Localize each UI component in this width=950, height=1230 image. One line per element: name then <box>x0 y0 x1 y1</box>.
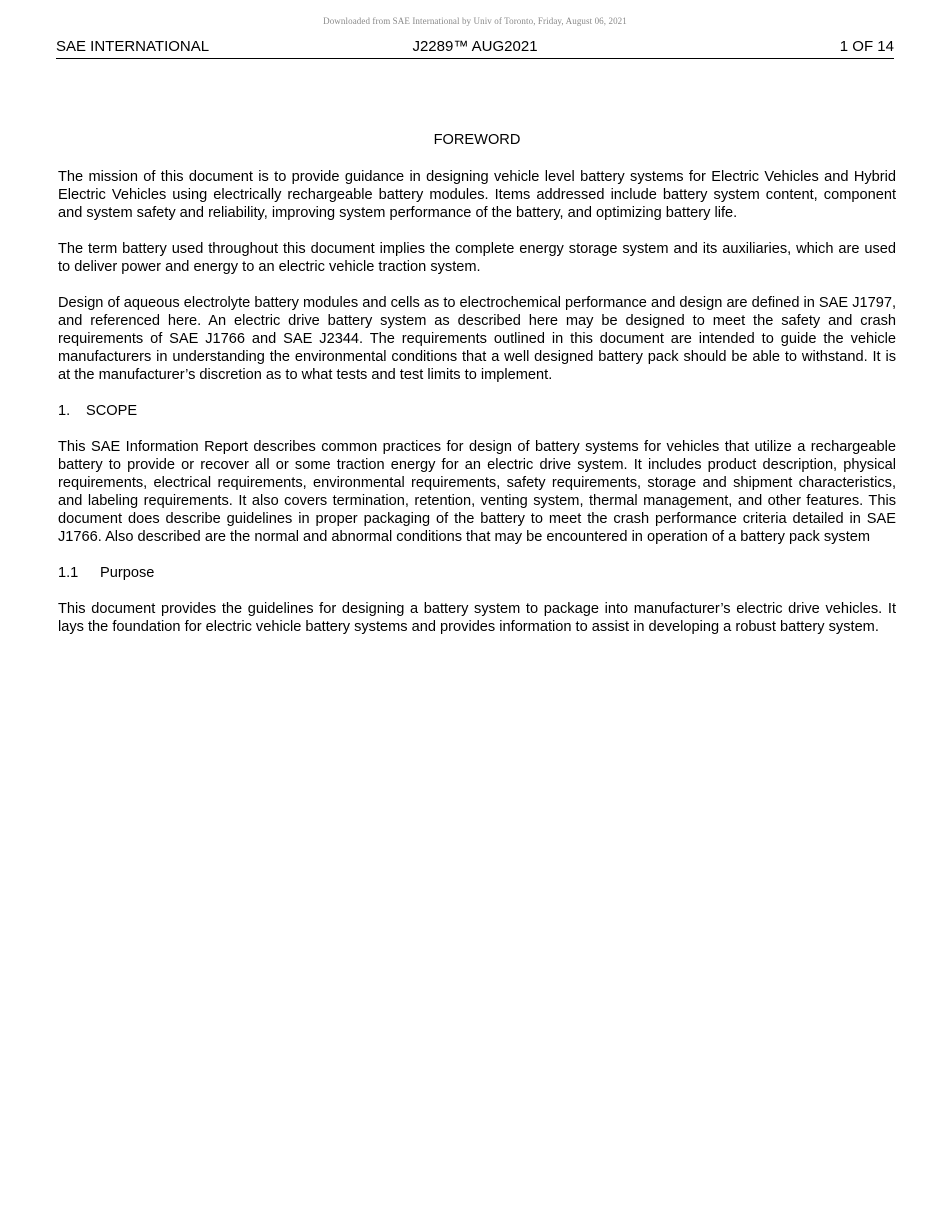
header-organization: SAE INTERNATIONAL <box>56 38 210 55</box>
page-header <box>56 38 894 59</box>
scope-title: SCOPE <box>86 403 138 419</box>
foreword-title: FOREWORD <box>433 132 521 148</box>
header-page-number: 1 OF 14 <box>839 38 894 55</box>
foreword-paragraph-3: Design of aqueous electrolyte battery modules and cells as to electrochemical performance and design are defined in SAE J1797, and referenced here. An electric drive battery system as described here may be designed to meet the safety and crash requirements of SAE J1766 and SAE J2344. The requirements outlined in this document are intended to guide the vehicle manufacturers in understanding the environmental conditions that a well designed battery pack should be able to withstand. It is at the manufacturer’s discretion as to what tests and test limits to implement. <box>58 295 897 383</box>
purpose-number: 1.1 <box>58 565 79 581</box>
foreword-paragraph-1: The mission of this document is to provide guidance in designing vehicle level battery systems for Electric Vehicles and Hybrid Electric Vehicles using electrically rechargeable battery modules. Items addressed include battery system content, component and system safety and reliability, improving system performance of the battery, and optimizing battery life. <box>58 169 896 221</box>
scope-paragraph: This SAE Information Report describes common practices for design of battery systems for vehicles that utilize a rechargeable battery to provide or recover all or some traction energy for an electric drive system. It includes product description, physical requirements, electrical requirements, environmental requirements, safety requirements, storage and shipment characteristics, and labeling requirements. It also covers termination, retention, venting system, thermal management, and other features. This document does describe guidelines in proper packaging of the battery to meet the crash performance criteria detailed in SAE J1766. Also described are the normal and abnormal conditions that may be encountered in operation of a battery pack system <box>58 439 896 545</box>
purpose-paragraph: This document provides the guidelines for designing a battery system to package into manufacturer’s electric drive vehicles. It lays the foundation for electric vehicle battery systems and provides information to assist in developing a robust battery system. <box>58 601 896 635</box>
document-body <box>58 131 896 654</box>
header-document-id: J2289™ AUG2021 <box>412 38 538 55</box>
download-watermark: Downloaded from SAE International by Univ of Toronto, Friday, August 06, 2021 <box>323 16 627 26</box>
purpose-heading <box>58 564 896 582</box>
scope-number: 1. <box>58 403 71 419</box>
purpose-title: Purpose <box>100 565 155 581</box>
foreword-paragraph-2: The term battery used throughout this document implies the complete energy storage system and its auxiliaries, which are used to deliver power and energy to an electric vehicle traction system. <box>58 241 896 275</box>
scope-heading <box>58 402 896 420</box>
